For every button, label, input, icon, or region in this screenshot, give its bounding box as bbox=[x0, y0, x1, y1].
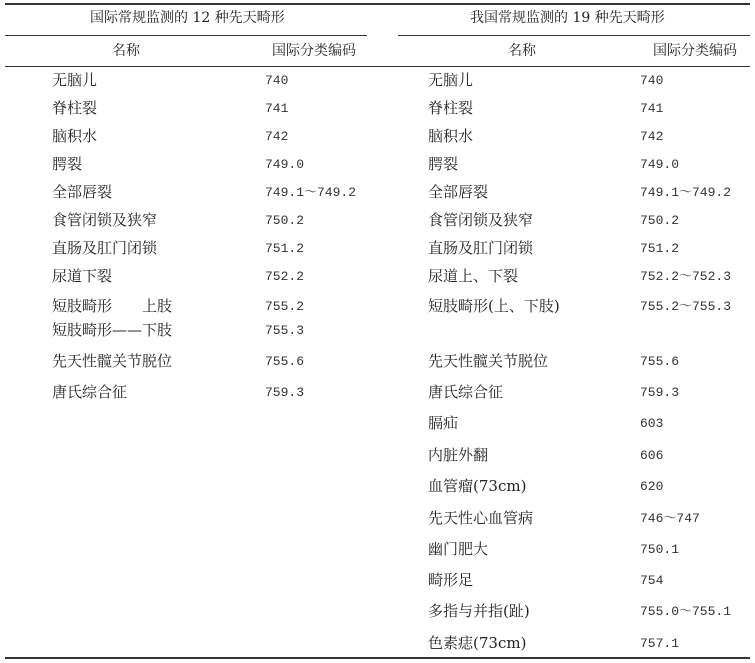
right-row-name: 脊柱裂 bbox=[428, 99, 474, 117]
right-row-name: 无脑儿 bbox=[428, 71, 474, 89]
right-row-code: 749.1～749.2 bbox=[640, 185, 732, 200]
left-row-name: 尿道下裂 bbox=[52, 267, 113, 285]
right-row-name: 短肢畸形(上、下肢) bbox=[428, 297, 560, 315]
right-row-name: 内脏外翻 bbox=[428, 446, 489, 464]
right-row-code: 751.2 bbox=[640, 241, 680, 256]
left-row-code: 755.2 bbox=[265, 299, 305, 314]
left-title-underline bbox=[5, 35, 367, 36]
left-row-code: 741 bbox=[265, 101, 289, 116]
right-col-code-header: 国际分类编码 bbox=[653, 43, 737, 59]
left-row-name: 直肠及肛门闭锁 bbox=[52, 239, 158, 257]
right-row-code: 755.6 bbox=[640, 354, 680, 369]
left-row-name: 脊柱裂 bbox=[52, 99, 98, 117]
right-row-name: 食管闭锁及狭窄 bbox=[428, 211, 534, 229]
left-row-code: 749.1～749.2 bbox=[265, 185, 357, 200]
left-row-name: 无脑儿 bbox=[52, 71, 98, 89]
left-row-name: 先天性髋关节脱位 bbox=[52, 352, 173, 370]
right-row-name: 膈疝 bbox=[428, 414, 459, 432]
right-row-name: 直肠及肛门闭锁 bbox=[428, 239, 534, 257]
right-row-name: 腭裂 bbox=[428, 155, 459, 173]
right-row-code: 742 bbox=[640, 129, 664, 144]
right-row-name: 血管瘤(73cm) bbox=[428, 477, 527, 495]
right-row-name: 先天性心血管病 bbox=[428, 509, 534, 527]
left-row-name: 全部唇裂 bbox=[52, 183, 113, 201]
right-row-code: 759.3 bbox=[640, 385, 680, 400]
right-row-name: 畸形足 bbox=[428, 571, 474, 589]
left-row-code: 750.2 bbox=[265, 213, 305, 228]
left-row-name: 食管闭锁及狭窄 bbox=[52, 211, 158, 229]
left-row-name: 短肢畸形 上肢 bbox=[52, 297, 173, 315]
right-row-name: 多指与并指(趾) bbox=[428, 602, 530, 620]
left-row-code: 751.2 bbox=[265, 241, 305, 256]
header-underline bbox=[5, 66, 750, 67]
right-row-code: 749.0 bbox=[640, 157, 680, 172]
right-row-code: 740 bbox=[640, 73, 664, 88]
left-row-code: 755.6 bbox=[265, 354, 305, 369]
left-table-title: 国际常规监测的 12 种先天畸形 bbox=[90, 10, 285, 26]
right-row-code: 741 bbox=[640, 101, 664, 116]
left-row-code: 749.0 bbox=[265, 157, 305, 172]
right-row-code: 750.1 bbox=[640, 542, 680, 557]
top-rule bbox=[5, 3, 750, 5]
right-row-code: 752.2～752.3 bbox=[640, 269, 732, 284]
left-row-code: 759.3 bbox=[265, 385, 305, 400]
right-row-code: 757.1 bbox=[640, 636, 680, 651]
left-col-name-header: 名称 bbox=[112, 43, 140, 59]
right-row-name: 色素痣(73cm) bbox=[428, 634, 527, 652]
right-row-name: 脑积水 bbox=[428, 127, 474, 145]
left-row-code: 740 bbox=[265, 73, 289, 88]
right-row-name: 全部唇裂 bbox=[428, 183, 489, 201]
right-title-underline bbox=[398, 35, 750, 36]
left-row-name: 唐氏综合征 bbox=[52, 383, 128, 401]
right-row-code: 755.2～755.3 bbox=[640, 299, 732, 314]
left-row-name: 脑积水 bbox=[52, 127, 98, 145]
right-row-name: 唐氏综合征 bbox=[428, 383, 504, 401]
bottom-rule bbox=[5, 657, 750, 659]
right-row-code: 620 bbox=[640, 479, 664, 494]
right-row-code: 746～747 bbox=[640, 511, 700, 526]
left-row-code: 755.3 bbox=[265, 323, 305, 338]
right-row-name: 尿道上、下裂 bbox=[428, 267, 519, 285]
right-row-name: 先天性髋关节脱位 bbox=[428, 352, 549, 370]
left-row-code: 742 bbox=[265, 129, 289, 144]
right-row-code: 750.2 bbox=[640, 213, 680, 228]
left-row-name: 腭裂 bbox=[52, 155, 83, 173]
right-col-name-header: 名称 bbox=[508, 43, 536, 59]
right-row-code: 754 bbox=[640, 573, 664, 588]
left-row-name: 短肢畸形——下肢 bbox=[52, 321, 173, 339]
right-table-title: 我国常规监测的 19 种先天畸形 bbox=[470, 10, 665, 26]
right-row-code: 603 bbox=[640, 416, 664, 431]
right-row-code: 755.0～755.1 bbox=[640, 604, 732, 619]
left-row-code: 752.2 bbox=[265, 269, 305, 284]
right-row-code: 606 bbox=[640, 448, 664, 463]
left-col-code-header: 国际分类编码 bbox=[272, 43, 356, 59]
right-row-name: 幽门肥大 bbox=[428, 540, 489, 558]
